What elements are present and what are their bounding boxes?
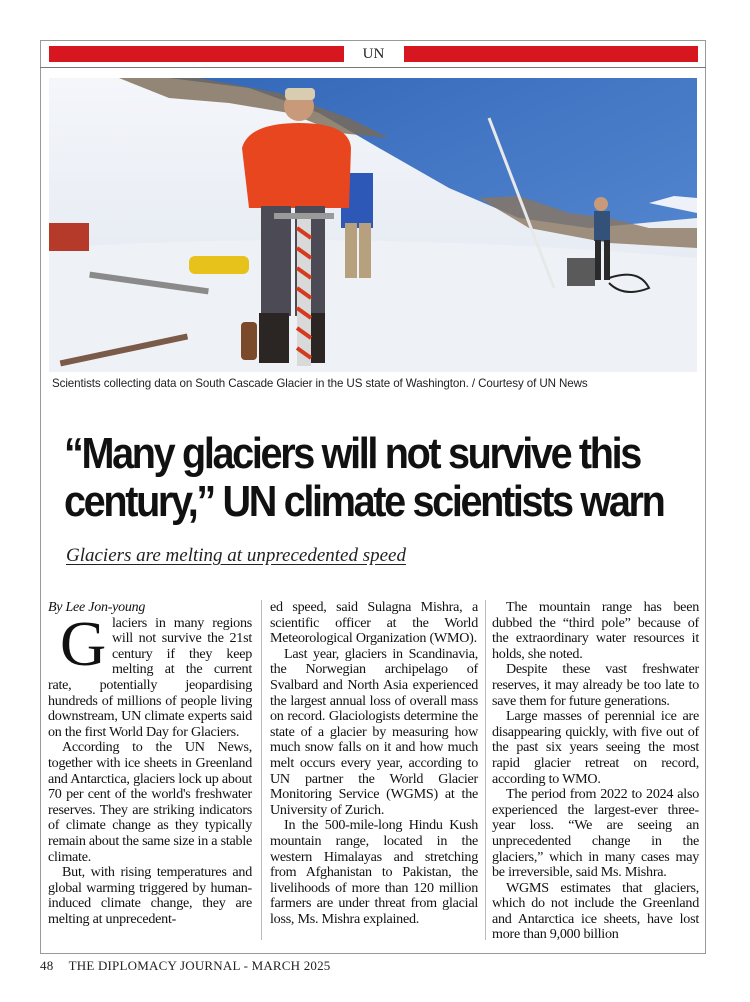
drop-cap: G	[60, 607, 106, 679]
paragraph: According to the UN News, together with ice sheets in Greenland and Antarctica, glaciers lock up about 70 per cent of the world's freshwater reserves. They are striking indicators of climate change as they typically remain about the same size in a stable climate.	[48, 739, 252, 865]
section-bar-right	[404, 46, 699, 62]
glacier-photo	[49, 78, 697, 372]
header-rule	[40, 67, 706, 68]
article-column-2	[270, 600, 478, 927]
byline: By Lee Jon-young	[48, 600, 146, 615]
column-divider	[261, 600, 262, 940]
subheadline: Glaciers are melting at unprecedented speed	[66, 545, 406, 566]
paragraph: Despite these vast freshwater reserves, it may already be too late to save them for future generations.	[492, 661, 699, 709]
section-header	[49, 46, 698, 62]
article-column-1	[48, 600, 252, 927]
page-number: 48	[40, 958, 54, 973]
paragraph: ed speed, said Sulagna Mishra, a scientific officer at the World Meteorological Organization (WMO).	[270, 599, 478, 647]
page-footer	[40, 958, 331, 974]
article-column-3	[492, 600, 699, 943]
lead-text: laciers in many regions will not survive the 21st century if they keep melting at the current rate, potentially jeopardising hundreds of millions of people living downstream, UN climate experts said on the first World Day for Glaciers.	[48, 614, 252, 740]
publication-name: THE DIPLOMACY JOURNAL - MARCH 2025	[68, 958, 331, 973]
photo-caption: Scientists collecting data on South Cascade Glacier in the US state of Washington. / Courtesy of UN News	[52, 377, 588, 390]
paragraph: WGMS estimates that glaciers, which do not include the Greenland and Antarctica ice sheets, have lost more than 9,000 billion	[492, 879, 699, 943]
paragraph: The period from 2022 to 2024 also experienced the largest-ever three-year loss. “We are seeing an unprecedented change in the glaciers,” which in many cases may be irreversible, said Ms. Mishra.	[492, 786, 699, 881]
paragraph: Large masses of perennial ice are disappearing quickly, with five out of the past six years seeing the most rapid glacier retreat on record, according to WMO.	[492, 708, 699, 787]
paragraph: But, with rising temperatures and global warming triggered by human-induced climate change, they are melting at unprecedent-	[48, 864, 252, 927]
paragraph: In the 500-mile-long Hindu Kush mountain range, located in the western Himalayas and stretching from Afghanistan to Pakistan, the livelihoods of more than 120 million farmers are under threat from glacial loss, Ms. Mishra explained.	[270, 817, 478, 927]
paragraph: Last year, glaciers in Scandinavia, the Norwegian archipelago of Svalbard and North Asia experienced the largest annual loss of overall mass on record. Glaciologists determine the state of a glacier by measuring how much snow falls on it and how much melt occurs every year, according to UN partner the World Glacier Monitoring Service (WGMS) at the University of Zurich.	[270, 645, 478, 818]
paragraph: The mountain range has been dubbed the “third pole” because of the extraordinary water resources it holds, she noted.	[492, 599, 699, 662]
headline-line-1: “Many glaciers will not survive this	[64, 429, 640, 478]
headline-line-2: century,” UN climate scientists warn	[64, 477, 664, 526]
section-label: UN	[362, 46, 385, 62]
column-divider	[485, 600, 486, 940]
section-bar-left	[49, 46, 344, 62]
headline	[64, 429, 664, 526]
